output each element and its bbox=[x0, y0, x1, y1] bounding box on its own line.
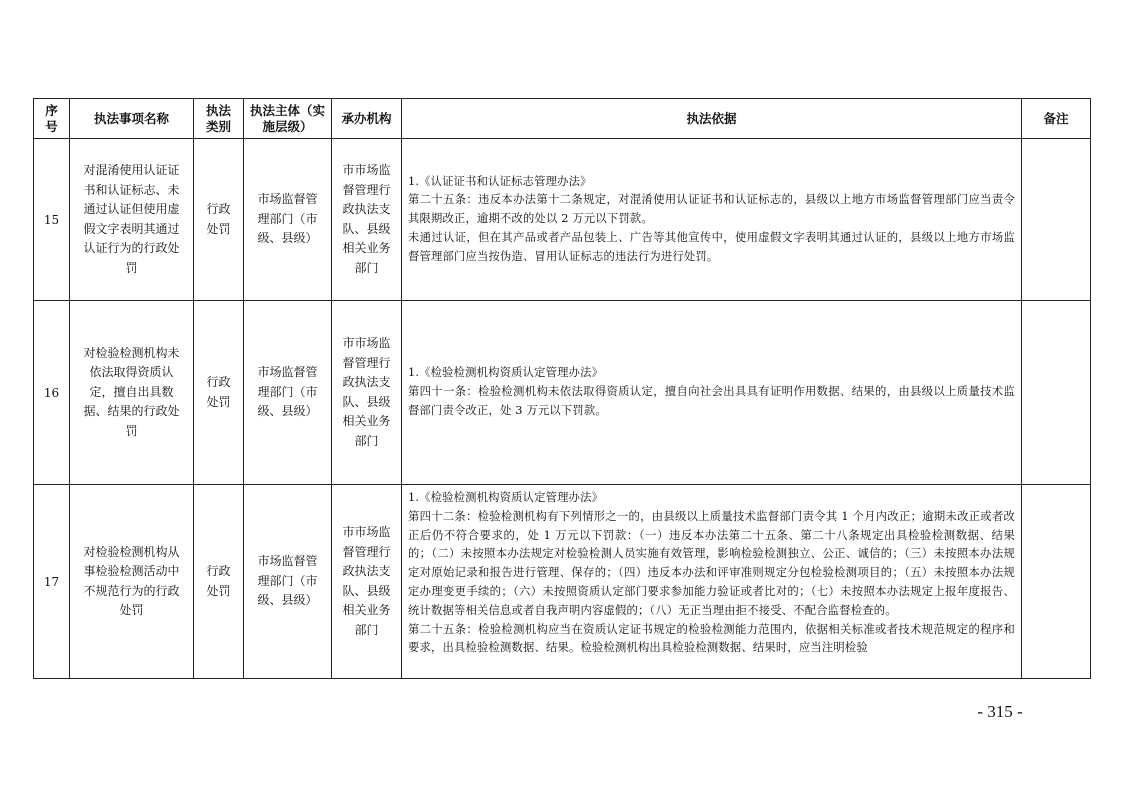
header-subject: 执法主体（实施层级） bbox=[244, 99, 332, 139]
row-seq: 17 bbox=[34, 485, 70, 679]
row-org: 市市场监督管理行政执法支队、县级相关业务部门 bbox=[332, 485, 402, 679]
header-org: 承办机构 bbox=[332, 99, 402, 139]
table-header-row bbox=[34, 99, 1091, 139]
header-category: 执法类别 bbox=[194, 99, 244, 139]
table-row bbox=[34, 139, 1091, 301]
row-subject: 市场监督管理部门（市级、县级） bbox=[244, 485, 332, 679]
row-category: 行政处罚 bbox=[194, 485, 244, 679]
basis-paragraph: 1.《认证证书和认证标志管理办法》 bbox=[408, 174, 592, 188]
row-category: 行政处罚 bbox=[194, 139, 244, 301]
basis-paragraph: 未通过认证，但在其产品或者产品包装上、广告等其他宣传中，使用虚假文字表明其通过认证的，县级以上地方市场监督管理部门应当按伪造、冒用认证标志的违法行为进行处罚。 bbox=[408, 230, 1015, 263]
row-seq: 16 bbox=[34, 301, 70, 485]
row-item-name: 对检验检测机构未依法取得资质认定，擅自出具数据、结果的行政处罚 bbox=[70, 301, 194, 485]
row-subject: 市场监督管理部门（市级、县级） bbox=[244, 301, 332, 485]
row-seq: 15 bbox=[34, 139, 70, 301]
basis-paragraph: 1.《检验检测机构资质认定管理办法》 bbox=[408, 491, 604, 504]
row-remark bbox=[1022, 485, 1091, 679]
basis-paragraph: 1.《检验检测机构资质认定管理办法》 bbox=[408, 366, 604, 380]
row-org: 市市场监督管理行政执法支队、县级相关业务部门 bbox=[332, 301, 402, 485]
row-org: 市市场监督管理行政执法支队、县级相关业务部门 bbox=[332, 139, 402, 301]
enforcement-table bbox=[33, 98, 1091, 679]
table-row bbox=[34, 485, 1091, 679]
basis-paragraph: 第四十二条：检验检测机构有下列情形之一的，由县级以上质量技术监督部门责令其 1 个月内改正；逾期未改正或者改正后仍不符合要求的，处 1 万元以下罚款：（一）违反本办法第二十五条、第二十八条规定出具检验检测数据、结果的；（二）未按照本办法规定对检验检测人员实施有效管理，影响检验检测独立、公正、诚信的；（三）未按照本办法规定对原始记录和报告进行管理、保存的；（四）违反本办法和评审准则规定分包检验检测项目的；（五）未按照本办法规定办理变更手续的；（六）未按照资质认定部门要求参加能力验证或者比对的；（七）未按照本办法规定上报年度报告、统计数据等相关信息或者自我声明内容虚假的；（八）无正当理由拒不接受、不配合监督检查的。 bbox=[408, 509, 1015, 617]
row-remark bbox=[1022, 301, 1091, 485]
row-basis bbox=[402, 301, 1022, 485]
header-remark: 备注 bbox=[1022, 99, 1091, 139]
row-item-name: 对检验检测机构从事检验检测活动中不规范行为的行政处罚 bbox=[70, 485, 194, 679]
row-subject: 市场监督管理部门（市级、县级） bbox=[244, 139, 332, 301]
page-number: - 315 - bbox=[977, 702, 1023, 721]
basis-paragraph: 第四十一条：检验检测机构未依法取得资质认定，擅自向社会出具具有证明作用数据、结果的，由县级以上质量技术监督部门责令改正，处 3 万元以下罚款。 bbox=[408, 385, 1015, 417]
header-name: 执法事项名称 bbox=[70, 99, 194, 139]
row-category: 行政处罚 bbox=[194, 301, 244, 485]
header-basis: 执法依据 bbox=[402, 99, 1022, 139]
row-item-name: 对混淆使用认证证书和认证标志、未通过认证但使用虚假文字表明其通过认证行为的行政处罚 bbox=[70, 139, 194, 301]
row-basis bbox=[402, 139, 1022, 301]
basis-paragraph: 第二十五条：违反本办法第十二条规定，对混淆使用认证证书和认证标志的，县级以上地方市场监督管理部门应当责令其限期改正，逾期不改的处以 2 万元以下罚款。 bbox=[408, 193, 1015, 226]
row-basis bbox=[402, 485, 1022, 679]
table-row bbox=[34, 301, 1091, 485]
basis-paragraph: 第二十五条：检验检测机构应当在资质认定证书规定的检验检测能力范围内，依据相关标准或者技术规范规定的程序和要求，出具检验检测数据、结果。检验检测机构出具检验检测数据、结果时，应当注明检验 bbox=[408, 622, 1015, 655]
row-remark bbox=[1022, 139, 1091, 301]
header-seq: 序号 bbox=[34, 99, 70, 139]
